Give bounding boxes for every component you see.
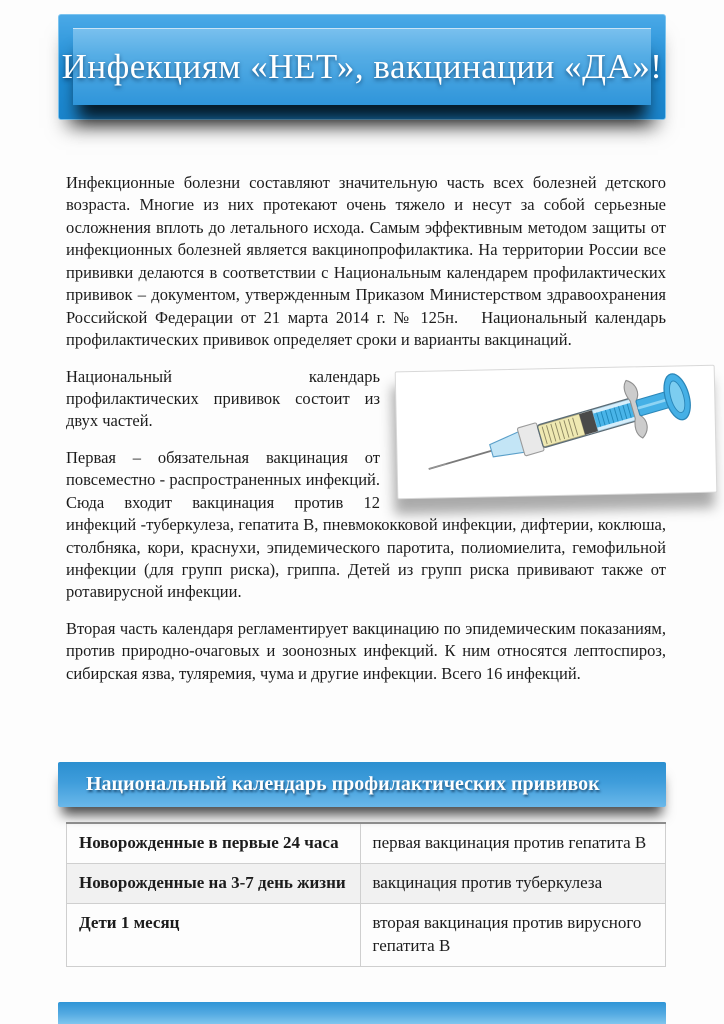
- header-banner: [58, 14, 666, 120]
- table-cell-vaccine: вторая вакцинация против вирусного гепатита В: [360, 903, 666, 966]
- paragraph-second-part: Вторая часть календаря регламентирует вакцинацию по эпидемическим показаниям, против природно-очаговых и зоонозных инфекций. К ним относятся лептоспироз, сибирская язва, туляремия, чума и другие инфекции. Всего 16 инфекций.: [66, 618, 666, 683]
- table-cell-age: Новорожденные в первые 24 часа: [67, 823, 361, 863]
- body-text: [66, 172, 666, 699]
- page-title: Инфекциям «НЕТ», вакцинации «ДА»!: [61, 47, 663, 86]
- table-cell-vaccine: вакцинация против туберкулеза: [360, 863, 666, 903]
- section-banner-title: Национальный календарь профилактических прививок: [86, 773, 600, 795]
- table-row: [67, 863, 666, 903]
- table-cell-vaccine: первая вакцинация против гепатита В: [360, 823, 666, 863]
- syringe-image-card: [395, 364, 718, 499]
- table-row: [67, 823, 666, 863]
- header-banner-inner: [61, 28, 663, 105]
- paragraph-first-part: Первая – обязательная вакцинация от повсеместно - распространенных инфекций. Сюда входит вакцинация против 12 инфекций -туберкулеза, гепатита В, пневмококковой инфекции, дифтерии, коклюша, столбняка, кори, краснухи, эпидемического паротита, полиомиелита, гемофильной инфекции (для групп риска), гриппа. Детей из групп риска прививают также от ротавирусной инфекции.: [66, 447, 666, 602]
- syringe-icon: [403, 369, 709, 493]
- vaccination-table: [66, 822, 666, 967]
- table-row: [67, 903, 666, 966]
- section-banner: [58, 762, 666, 807]
- table-cell-age: Дети 1 месяц: [67, 903, 361, 966]
- next-section-banner-cutoff: [58, 1002, 666, 1024]
- table-cell-age: Новорожденные на 3-7 день жизни: [67, 863, 361, 903]
- paragraph-intro: Инфекционные болезни составляют значительную часть всех болезней детского возраста. Многие из них протекают очень тяжело и несут за собой серьезные осложнения вплоть до летального исхода. Самым эффективным методом защиты от инфекционных болезней является вакцинопрофилактика. На территории России все прививки делаются в соответствии с Национальным календарем профилактических прививок – документом, утвержденным Приказом Министерством здравоохранения Российской Федерации от 21 марта 2014 г. № 125н. Национальный календарь профилактических прививок определяет сроки и варианты вакцинаций.: [66, 173, 666, 350]
- paragraph-calendar-parts: Национальный календарь профилактических прививок состоит из двух частей.: [66, 366, 380, 431]
